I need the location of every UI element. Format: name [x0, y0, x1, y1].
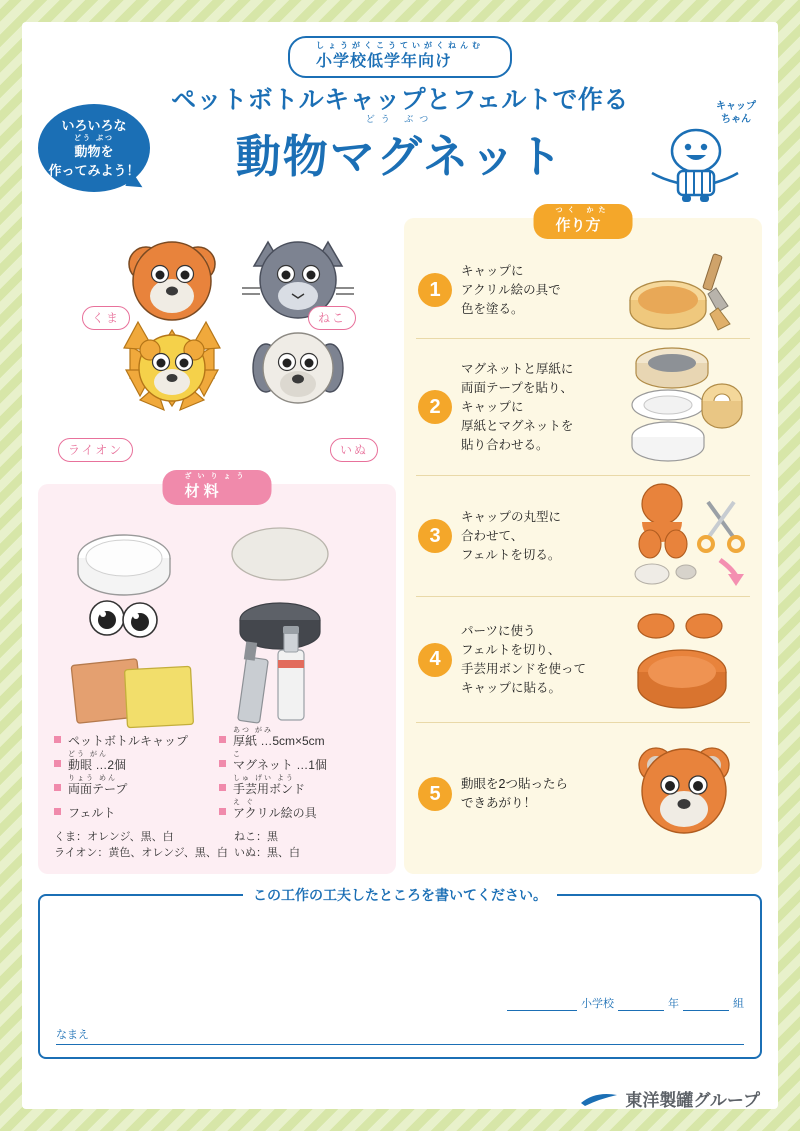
step-item — [416, 242, 750, 339]
step-text — [461, 622, 616, 698]
step-line: マグネットと厚紙に — [461, 361, 574, 376]
steps-title-ruby: つく かた — [555, 207, 611, 214]
googly-eyes-illustration — [90, 601, 157, 637]
scissors-icon — [699, 502, 743, 551]
material-ruby: りょう めん — [68, 775, 117, 782]
materials-row — [54, 799, 384, 821]
felt-squares-illustration — [71, 659, 193, 728]
step-line: キャップに貼る。 — [461, 680, 562, 695]
bottle-cap-illustration — [78, 535, 170, 595]
school-line[interactable] — [507, 995, 744, 1011]
material-label: ペットボトルキャップ — [68, 734, 189, 748]
material-item — [54, 804, 219, 821]
material-label: 手芸用ボンド — [233, 782, 306, 796]
step-text — [461, 360, 616, 455]
finished-bear-magnet-icon — [616, 729, 756, 859]
class-blank[interactable] — [683, 998, 729, 1011]
step-line: パーツに使う — [461, 623, 536, 638]
cut-felt-scissors-icon — [616, 482, 748, 590]
grade-ribbon — [288, 36, 512, 78]
material-label: フェルト — [68, 806, 116, 820]
title-line-2-ruby: どう ぶつ — [365, 114, 435, 124]
material-item — [219, 775, 384, 797]
color-note — [54, 844, 234, 860]
step-item — [416, 339, 750, 476]
material-item — [54, 775, 219, 797]
step-number: 1 — [418, 273, 452, 307]
name-line[interactable] — [56, 1026, 744, 1045]
step-line: 合わせて、 — [461, 528, 524, 543]
materials-row — [54, 727, 384, 749]
felt-circle-illustration — [232, 528, 328, 580]
color-note-value: ：黒 — [256, 831, 278, 843]
glue-felt-cap-icon — [616, 604, 748, 716]
mascot-label-line-1: キャップ — [716, 101, 756, 112]
right-column — [404, 207, 762, 874]
step-illustration — [616, 345, 748, 469]
materials-color-notes — [54, 828, 384, 860]
step-text — [461, 775, 616, 813]
brand-swoosh-icon — [579, 1089, 619, 1109]
material-label: 厚紙 …5cm×5cm — [233, 734, 325, 748]
step-item — [416, 723, 750, 865]
lion-illustration — [124, 322, 220, 410]
step-number: 2 — [418, 390, 452, 424]
material-item — [54, 732, 219, 749]
step-line: 色を塗る。 — [461, 301, 524, 316]
material-ruby: こ — [233, 751, 242, 758]
step-illustration — [616, 482, 748, 590]
page-header — [22, 22, 778, 202]
step-illustration — [616, 729, 748, 859]
steps-panel — [404, 207, 762, 874]
material-label: アクリル絵の具 — [233, 806, 317, 820]
step-number: 3 — [418, 519, 452, 553]
color-note-value: ：黒、白 — [256, 847, 300, 859]
cap-mascot-icon — [644, 127, 744, 207]
color-note-key: いぬ — [234, 847, 256, 859]
step-line: 手芸用ボンドを使って — [461, 661, 587, 676]
color-note-key: くま — [54, 831, 76, 843]
bear-illustration — [129, 242, 215, 320]
step-number: 5 — [418, 777, 452, 811]
material-item — [219, 799, 384, 821]
bubble-ruby: どう ぶつ — [74, 135, 114, 142]
paint-cap-icon — [616, 248, 748, 332]
grade-ribbon-label: 小学校低学年向け — [316, 53, 453, 70]
name-label: なまえ — [56, 1029, 89, 1041]
step-line: フェルトを切り、 — [461, 642, 561, 657]
color-note — [54, 828, 234, 844]
step-line: 貼り合わせる。 — [461, 437, 549, 452]
magnet-tape-icon — [616, 345, 748, 469]
material-ruby: え ぐ — [233, 799, 255, 806]
step-line: キャップの丸型に — [461, 509, 562, 524]
materials-list — [54, 727, 384, 860]
animal-samples — [38, 218, 396, 478]
steps-title-label: 作り方 — [555, 217, 601, 234]
year-blank[interactable] — [618, 998, 664, 1011]
color-note-key: ねこ — [234, 831, 256, 843]
grade-ribbon-ruby: しょうがくこうていがくねんむ — [316, 41, 484, 50]
step-line: キャップに — [461, 263, 524, 278]
materials-title — [163, 470, 272, 505]
steps-title — [534, 204, 633, 239]
material-label: マグネット …1個 — [233, 758, 327, 772]
materials-row — [54, 751, 384, 773]
materials-title-ruby: ざいりょう — [184, 473, 250, 480]
color-note-value: ：オレンジ、黒、白 — [76, 831, 174, 843]
materials-row — [54, 775, 384, 797]
tape-roll-icon — [702, 384, 742, 428]
materials-panel — [38, 473, 396, 874]
animal-tag-dog: いぬ — [330, 438, 378, 462]
step-line: キャップに — [461, 399, 524, 414]
step-item — [416, 476, 750, 597]
title-line-1: ペットボトルキャップとフェルトで作る — [171, 86, 629, 114]
mascot-label-line-2: ちゃん — [721, 114, 751, 125]
materials-title-label: 材 料 — [184, 483, 219, 500]
step-line: フェルトを切る。 — [461, 547, 561, 562]
material-ruby: どう がん — [68, 751, 108, 758]
step-item — [416, 597, 750, 723]
year-label: 年 — [668, 998, 679, 1010]
step-illustration — [616, 248, 748, 332]
material-ruby: あつ がみ — [233, 727, 273, 734]
school-label: 小学校 — [581, 998, 614, 1010]
step-text — [461, 508, 616, 565]
bubble-line-1: いろいろな — [61, 118, 127, 133]
material-item — [219, 727, 384, 749]
step-line: アクリル絵の具で — [461, 282, 561, 297]
material-label: 動眼 …2個 — [68, 758, 127, 772]
memo-box[interactable] — [38, 887, 762, 1059]
color-note-row — [54, 828, 384, 844]
school-blank[interactable] — [507, 998, 577, 1011]
animal-tag-cat: ねこ — [308, 306, 356, 330]
footer-brand — [579, 1086, 760, 1111]
materials-illustrations — [52, 510, 382, 740]
magnet-illustration — [240, 603, 320, 649]
step-illustration — [616, 604, 748, 716]
step-line: 両面テープを貼り、 — [461, 380, 573, 395]
bubble-line-2: 動物を — [74, 144, 114, 159]
material-item — [219, 751, 384, 773]
title-line-2: 動物マグネット — [235, 131, 565, 182]
dog-illustration — [253, 333, 343, 403]
left-column — [38, 218, 396, 874]
material-item — [54, 751, 219, 773]
color-note-value: ：黄色、オレンジ、黒、白 — [97, 847, 228, 859]
memo-title-label: この工作の工夫したところを書いてください。 — [253, 887, 547, 903]
animal-tag-bear: くま — [82, 306, 130, 330]
step-number: 4 — [418, 643, 452, 677]
color-note-row — [54, 844, 384, 860]
brand-name: 東洋製罐グループ — [625, 1091, 760, 1110]
bubble-line-3: 作ってみよう！ — [48, 163, 140, 178]
material-label: 両面テープ — [68, 782, 128, 796]
step-line: 厚紙とマグネットを — [461, 418, 574, 433]
color-note — [234, 828, 278, 844]
animal-tag-lion: ライオン — [58, 438, 133, 462]
step-text — [461, 262, 616, 319]
material-ruby: しゅ げい よう — [233, 775, 295, 782]
worksheet-sheet — [22, 22, 778, 1109]
class-label: 組 — [733, 998, 744, 1010]
speech-bubble — [38, 104, 150, 192]
step-line: できあがり！ — [461, 796, 537, 810]
step-line: 動眼を2つ貼ったら — [461, 777, 568, 791]
color-note-key: ライオン — [54, 847, 98, 859]
color-note — [234, 844, 300, 860]
memo-title — [243, 885, 557, 905]
mascot-label — [716, 100, 756, 126]
